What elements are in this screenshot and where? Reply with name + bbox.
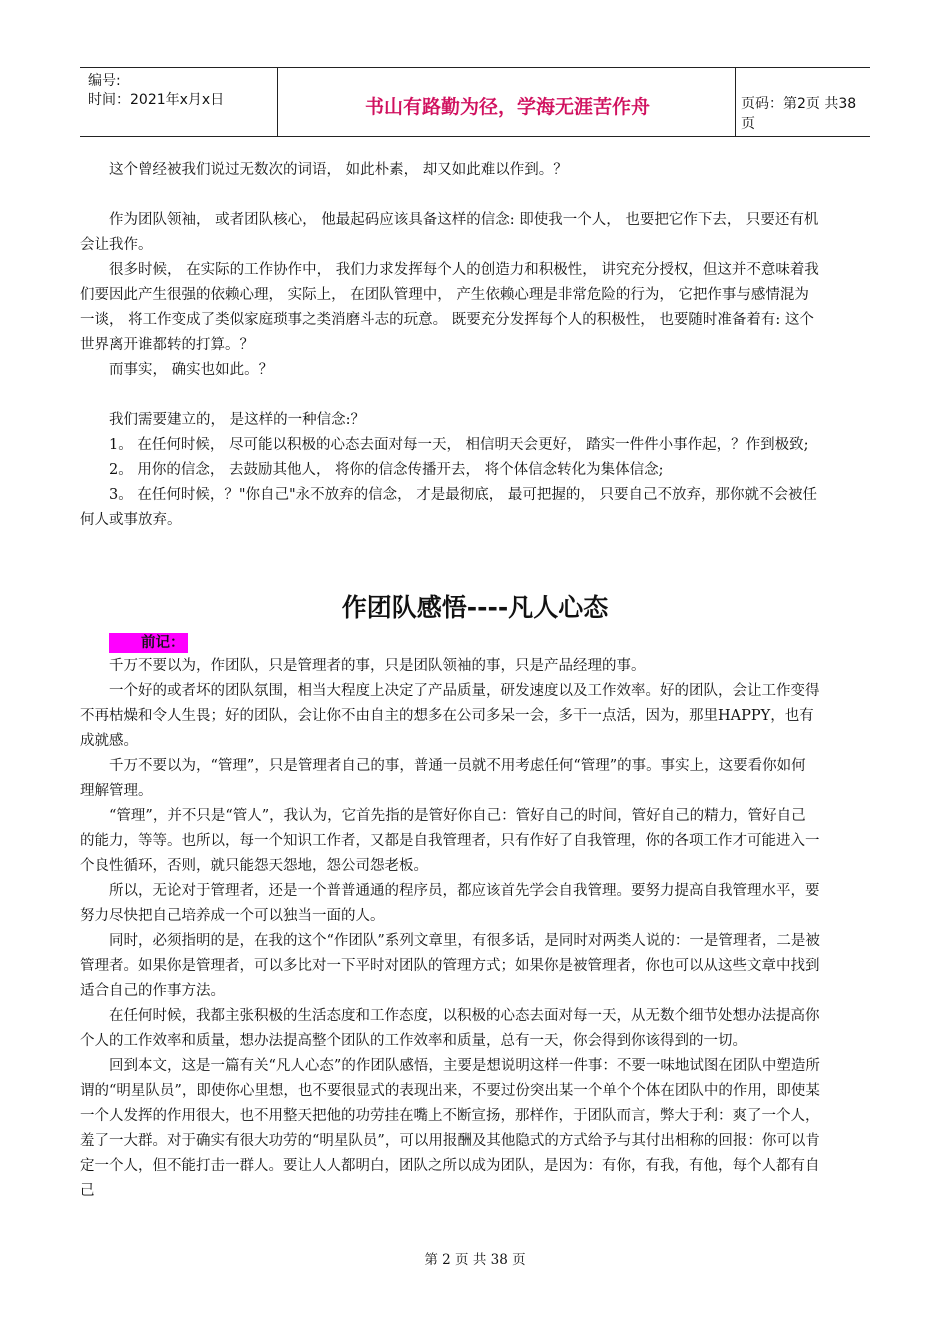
paragraph: 千万不要以为，作团队，只是管理者的事，只是团队领袖的事，只是产品经理的事。 xyxy=(109,658,646,674)
list-item: 3。 在任何时候，？"你自己"永不放弃的信念， 才是最彻底， 最可把握的， 只要自己不放弃，那你就不会被任何人或事放弃。 xyxy=(80,487,817,528)
article-title: 作团队感悟----凡人心态 xyxy=(341,593,609,622)
paragraph: 一个好的或者坏的团队氛围，相当大程度上决定了产品质量，研发速度以及工作效率。好的团队，会让工作变得不再枯燥和令人生畏；好的团队，会让你不由自主的想多在公司多呆一会，多干一点活，因为，那里HAPPY，也有成就感。 xyxy=(80,683,820,749)
paragraph: 很多时候， 在实际的工作协作中， 我们力求发挥每个人的创造力和积极性， 讲究充分授权，但这并不意味着我们要因此产生很强的依赖心理， 实际上， 在团队管理中， 产生依赖心理是非常危险的行为， 它把作事与感情混为一谈， 将工作变成了类似家庭琐事之类消磨斗志的玩意。 既要充分发挥每个人的积极性， 也要随时准备着有: 这个世界离开谁都转的打算。？ xyxy=(80,262,819,353)
paragraph: 回到本文，这是一篇有关“凡人心态”的作团队感悟，主要是想说明这样一件事：不要一味地试图在团队中塑造所谓的“明星队员”，即使你心里想，也不要很显式的表现出来，不要过份突出某一个单个个体在团队中的作用，即使某一个人发挥的作用很大，也不用整天把他的功劳挂在嘴上不断宣扬，那样作，于团队而言，弊大于利：爽了一个人，羞了一大群。对于确实有很大功劳的“明星队员”，可以用报酬及其他隐式的方式给予与其付出相称的回报：你可以肯定一个人，但不能打击一群人。要让人人都明白，团队之所以成为团队，是因为：有你，有我，有他，每个人都有自己 xyxy=(80,1058,820,1199)
time-label: 时间：2021年x月x日 xyxy=(88,92,225,108)
header-divider xyxy=(735,68,736,136)
list-item: 1。 在任何时候， 尽可能以积极的心态去面对每一天， 相信明天会更好， 踏实一件件小事作起，？作到极致; xyxy=(109,437,809,453)
paragraph: 我们需要建立的， 是这样的一种信念:？ xyxy=(109,412,365,428)
paragraph: 这个曾经被我们说过无数次的词语， 如此朴素， 却又如此难以作到。？ xyxy=(109,162,568,178)
list-item: 2。 用你的信念， 去鼓励其他人， 将你的信念传播开去， 将个体信念转化为集体信念; xyxy=(109,462,664,478)
header-motto: 书山有路勤为径，学海无涯苦作舟 xyxy=(364,96,650,118)
section-two xyxy=(80,632,820,1204)
spacer xyxy=(80,183,820,208)
paragraph: 同时，必须指明的是，在我的这个“作团队”系列文章里，有很多话，是同时对两类人说的：一是管理者，二是被管理者。如果你是管理者，可以多比对一下平时对团队的管理方式；如果你是被管理者，你也可以从这些文章中找到适合自己的作事方法。 xyxy=(80,933,820,999)
page-footer: 第 2 页 共 38 页 xyxy=(424,1252,526,1268)
paragraph: 在任何时候，我都主张积极的生活态度和工作态度，以积极的心态去面对每一天，从无数个细节处想办法提高你个人的工作效率和质量，想办法提高整个团队的工作效率和质量，总有一天，你会得到你该得到的一切。 xyxy=(80,1008,820,1049)
paragraph: 而事实， 确实也如此。？ xyxy=(109,362,274,378)
paragraph: 作为团队领袖， 或者团队核心， 他最起码应该具备这样的信念: 即使我一个人， 也要把它作下去， 只要还有机会让我作。 xyxy=(80,212,819,253)
spacer xyxy=(80,383,820,408)
page-indicator: 页码：第2页 共38页 xyxy=(741,96,857,132)
paragraph: 所以，无论对于管理者，还是一个普普通通的程序员，都应该首先学会自我管理。要努力提高自我管理水平，要努力尽快把自己培养成一个可以独当一面的人。 xyxy=(80,883,820,924)
header-meta xyxy=(88,72,224,110)
section-one xyxy=(80,158,820,533)
number-label: 编号: xyxy=(88,73,121,89)
preface-label: 前记： xyxy=(109,633,188,653)
page-header xyxy=(80,67,870,137)
paragraph: 千万不要以为，“管理”，只是管理者自己的事，普通一员就不用考虑任何“管理”的事。事实上，这要看你如何理解管理。 xyxy=(80,758,806,799)
header-divider xyxy=(277,68,278,136)
paragraph: “管理”，并不只是“管人”，我认为，它首先指的是管好你自己：管好自己的时间，管好自己的精力，管好自己的能力，等等。也所以，每一个知识工作者，又都是自我管理者，只有作好了自我管理，你的各项工作才可能进入一个良性循环，否则，就只能怨天怨地，怨公司怨老板。 xyxy=(80,808,820,874)
